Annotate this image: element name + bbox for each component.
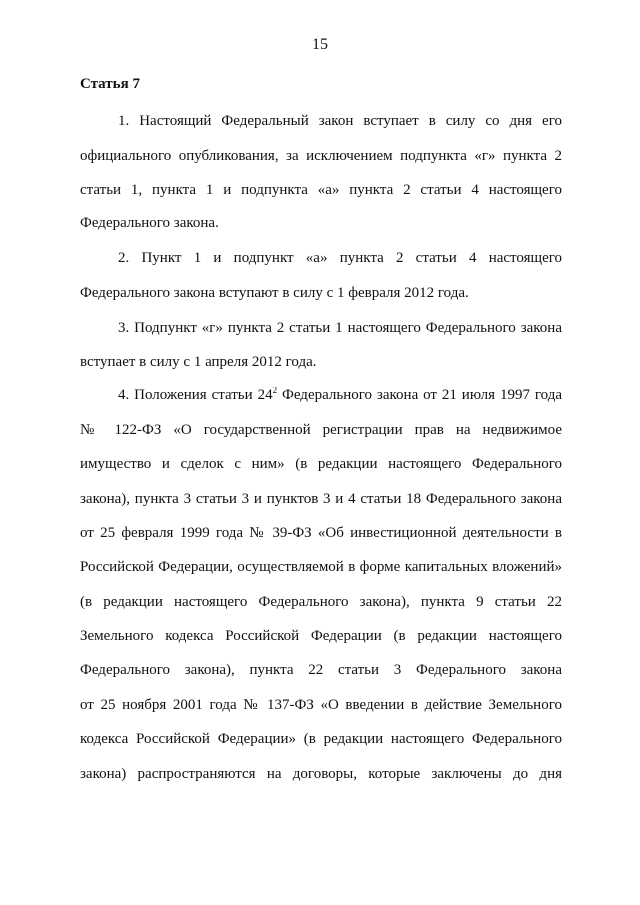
paragraph-line-with-superscript xyxy=(118,387,562,404)
paragraph-line: от 25 февраля 1999 года № 39-ФЗ «Об инвестиционной деятельности в xyxy=(80,525,562,541)
line-text-before: 4. Положения статьи 24 xyxy=(118,387,273,403)
page-number: 15 xyxy=(312,36,328,53)
paragraph-line: статьи 1, пункта 1 и подпункта «а» пункта 2 статьи 4 настоящего xyxy=(80,182,562,198)
superscript: 2 xyxy=(272,387,278,395)
paragraph-line: вступает в силу с 1 апреля 2012 года. xyxy=(80,354,317,370)
paragraph-line: кодекса Российской Федерации» (в редакции настоящего Федерального xyxy=(80,731,562,747)
paragraph-line: имущество и сделок с ним» (в редакции настоящего Федерального xyxy=(80,456,562,472)
paragraph-line: № 122-ФЗ «О государственной регистрации прав на недвижимое xyxy=(80,422,562,438)
line-text-after: Федерального закона от 21 июля 1997 года xyxy=(277,387,562,403)
paragraph-line: закона), пункта 3 статьи 3 и пунктов 3 и 4 статьи 18 Федерального закона xyxy=(80,491,562,507)
paragraph-line: от 25 ноября 2001 года № 137-ФЗ «О введении в действие Земельного xyxy=(80,697,562,713)
paragraph-line: Федерального закона. xyxy=(80,215,219,231)
paragraph-line: закона) распространяются на договоры, которые заключены до дня xyxy=(80,766,562,782)
paragraph-line: Федерального закона вступают в силу с 1 февраля 2012 года. xyxy=(80,285,469,301)
paragraph-line: Федерального закона), пункта 22 статьи 3 Федерального закона xyxy=(80,662,562,678)
paragraph-line: (в редакции настоящего Федерального закона), пункта 9 статьи 22 xyxy=(80,594,562,610)
article-heading: Статья 7 xyxy=(80,76,140,92)
paragraph-line: 2. Пункт 1 и подпункт «а» пункта 2 статьи 4 настоящего xyxy=(118,250,562,266)
paragraph-line: Земельного кодекса Российской Федерации (в редакции настоящего xyxy=(80,628,562,644)
paragraph-line: официального опубликования, за исключением подпункта «г» пункта 2 xyxy=(80,148,562,164)
paragraph-line: Российской Федерации, осуществляемой в форме капитальных вложений» xyxy=(80,559,562,575)
paragraph-line: 1. Настоящий Федеральный закон вступает в силу со дня его xyxy=(118,113,562,129)
paragraph-line: 3. Подпункт «г» пункта 2 статьи 1 настоящего Федерального закона xyxy=(118,320,562,336)
